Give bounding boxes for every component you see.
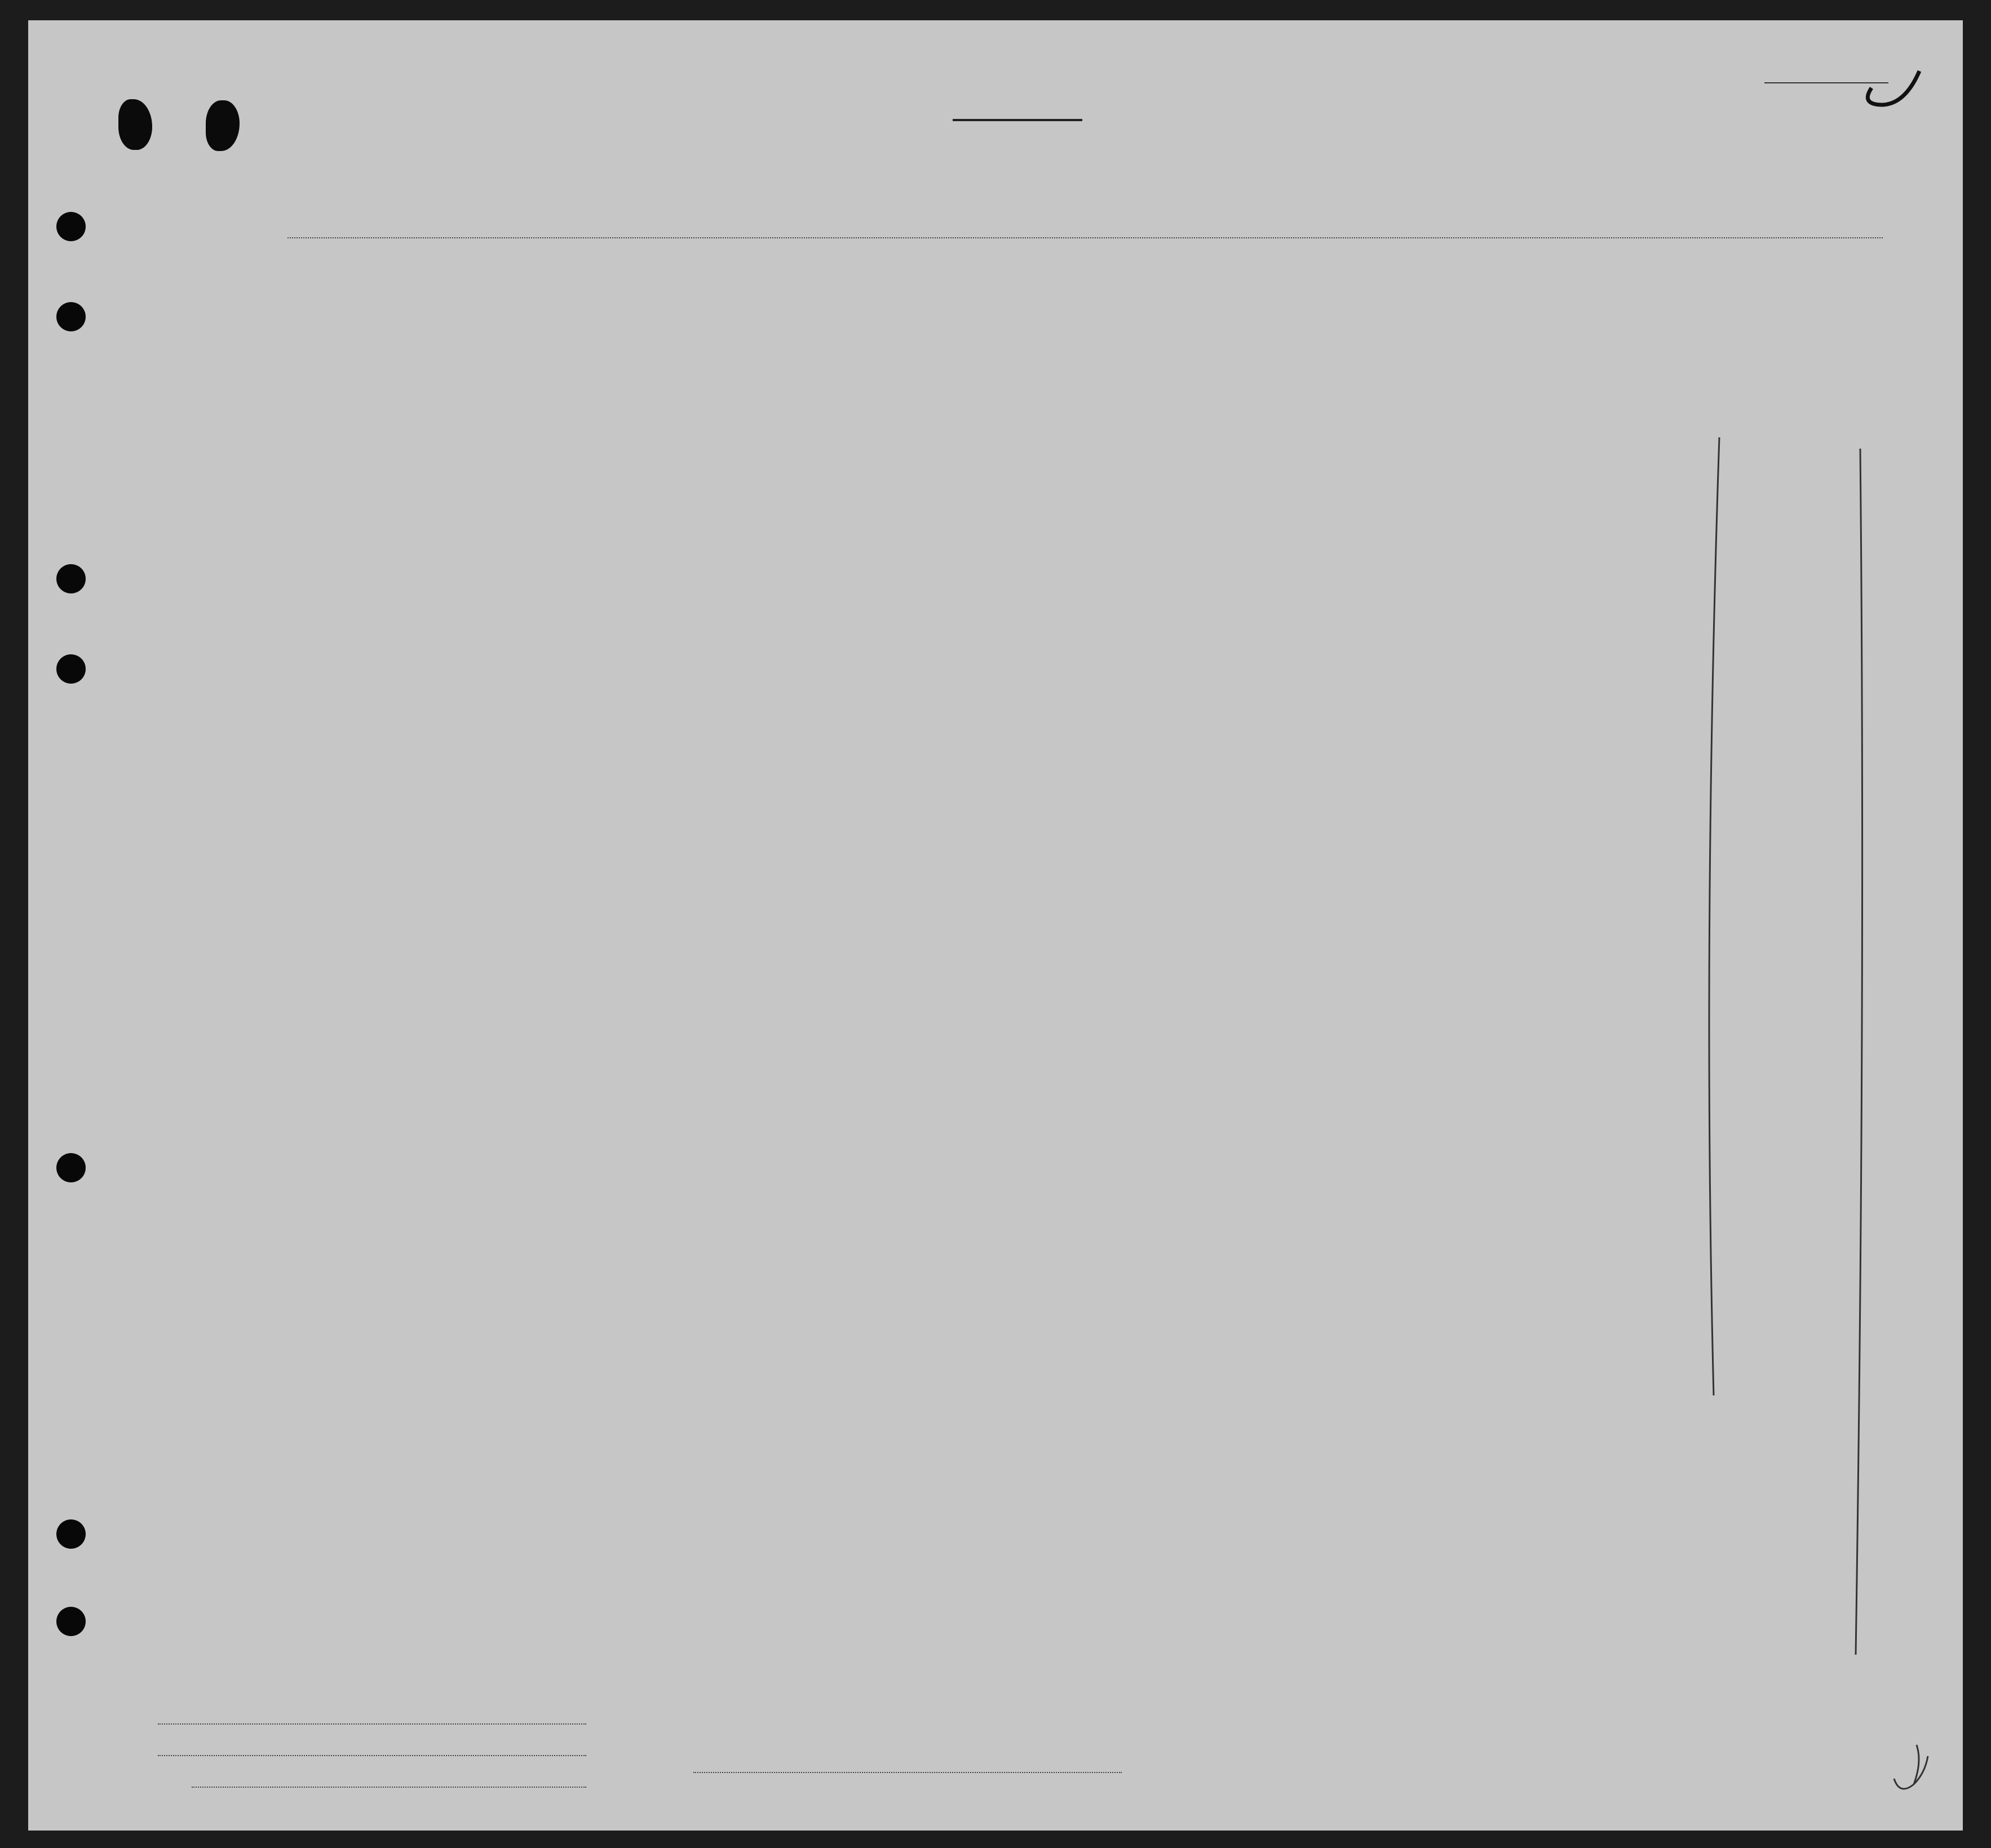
inspector-line (693, 1772, 1122, 1773)
remarks-pen-lines (1697, 437, 1877, 1666)
agents-underline (192, 1787, 586, 1788)
manifest-sheet (28, 20, 1963, 1831)
owners-underline (158, 1755, 586, 1756)
manifest-grid (28, 20, 1963, 1831)
initial-mark (1883, 1739, 1934, 1801)
line-underline (158, 1723, 586, 1725)
